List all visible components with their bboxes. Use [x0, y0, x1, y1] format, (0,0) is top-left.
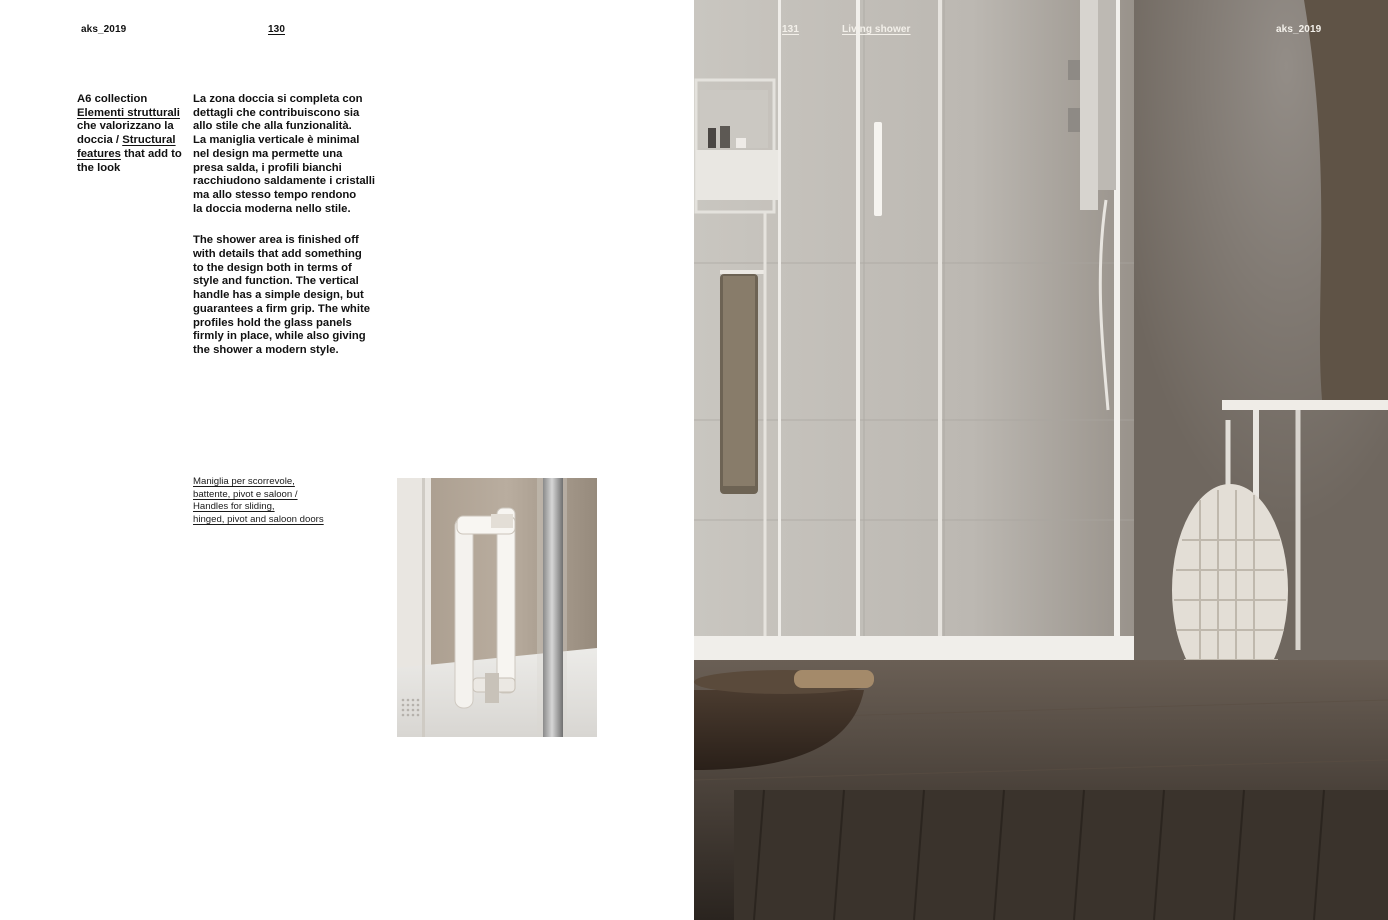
handle-detail-photo — [397, 478, 597, 737]
italian-paragraph: La zona doccia si completa con dettagli che contribuiscono sia allo stile che alla funzionalità. La maniglia verticale è minimal nel design ma permette una presa salda, i profili bianchi racchiudono saldamente i cristalli ma allo stesso tempo rendono la doccia moderna nello stile. — [193, 93, 376, 215]
page-number-right[interactable]: 131 — [782, 24, 799, 35]
right-page — [694, 0, 1388, 920]
sidebar-text-end: that add to the look — [77, 147, 182, 174]
structural-features-link[interactable]: Structural features — [77, 134, 176, 160]
section-title[interactable]: Living shower — [842, 24, 911, 35]
sidebar-note — [77, 93, 187, 175]
english-paragraph: The shower area is finished off with details that add something to the design both in terms of style and function. The vertical handle has a simple design, but guarantees a firm grip. The white profiles hold the glass panels firmly in place, while also giving the shower a modern style. — [193, 234, 371, 356]
structural-elements-link[interactable]: Elementi strutturali — [77, 106, 180, 119]
page-number-left[interactable]: 130 — [268, 24, 285, 35]
brand-label: aks_2019 — [81, 24, 127, 35]
collection-name: A6 collection — [77, 93, 148, 105]
shower-scene-photo — [694, 0, 1388, 920]
body-text — [193, 93, 393, 358]
handle-caption[interactable]: Maniglia per scorrevole, battente, pivot e saloon / Handles for sliding, hinged, pivot and saloon doors — [193, 476, 324, 525]
sidebar-text: che valorizzano la doccia / — [77, 120, 174, 147]
brand-label-right: aks_2019 — [1276, 24, 1322, 35]
